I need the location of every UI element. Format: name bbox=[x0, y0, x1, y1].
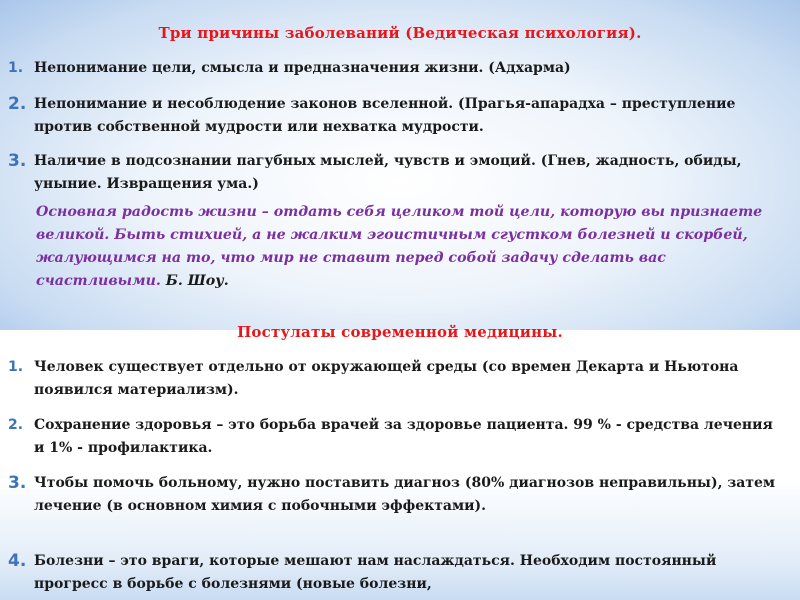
list-item-text: Наличие в подсознании пагубных мыслей, чувств и эмоций. (Гнев, жадность, обиды, уныние. Извращения ума.) bbox=[34, 153, 742, 192]
section2-item-4 bbox=[8, 550, 778, 596]
section2-title: Постулаты современной медицины. bbox=[237, 323, 563, 341]
section2-item-2 bbox=[8, 414, 778, 460]
section2-item-3 bbox=[8, 472, 778, 518]
list-item-text: Болезни – это враги, которые мешают нам наслаждаться. Необходим постоянный прогресс в борьбе с болезнями (новые болезни, bbox=[34, 553, 717, 592]
section1-item-1 bbox=[8, 57, 778, 80]
list-number: 4. bbox=[8, 551, 27, 571]
quote-author: Б. Шоу. bbox=[165, 273, 229, 289]
list-number: 2. bbox=[8, 94, 27, 114]
list-item-text: Сохранение здоровья – это борьба врачей за здоровье пациента. 99 % - средства лечения и 1% - профилактика. bbox=[34, 417, 773, 456]
section1-title: Три причины заболеваний (Ведическая психология). bbox=[158, 24, 642, 42]
section2-item-1 bbox=[8, 356, 778, 402]
section1-item-2 bbox=[8, 93, 778, 139]
quote-block bbox=[36, 201, 766, 293]
list-item-text: Человек существует отдельно от окружающей среды (со времен Декарта и Ньютона появился материализм). bbox=[34, 359, 739, 398]
list-number: 3. bbox=[8, 473, 27, 493]
list-number: 1. bbox=[8, 359, 24, 375]
list-number: 2. bbox=[8, 417, 24, 433]
list-item-text: Чтобы помочь больному, нужно поставить диагноз (80% диагнозов неправильны), затем лечение (в основном химия с побочными эффектами). bbox=[34, 475, 776, 514]
list-number: 1. bbox=[8, 60, 24, 76]
section1-item-3 bbox=[8, 150, 778, 196]
list-item-text: Непонимание цели, смысла и предназначения жизни. (Адхарма) bbox=[34, 60, 571, 76]
list-item-text: Непонимание и несоблюдение законов вселенной. (Прагья-апарадха – преступление против собственной мудрости или нехватка мудрости. bbox=[34, 96, 736, 135]
quote-text: Основная радость жизни – отдать себя целиком той цели, которую вы признаете великой. Быть стихией, а не жалким эгоистичным сгустком болезней и скорбей, жалующимся на то, что мир не ставит перед собой задачу сделать вас счастливыми. bbox=[36, 204, 763, 289]
list-number: 3. bbox=[8, 151, 27, 171]
